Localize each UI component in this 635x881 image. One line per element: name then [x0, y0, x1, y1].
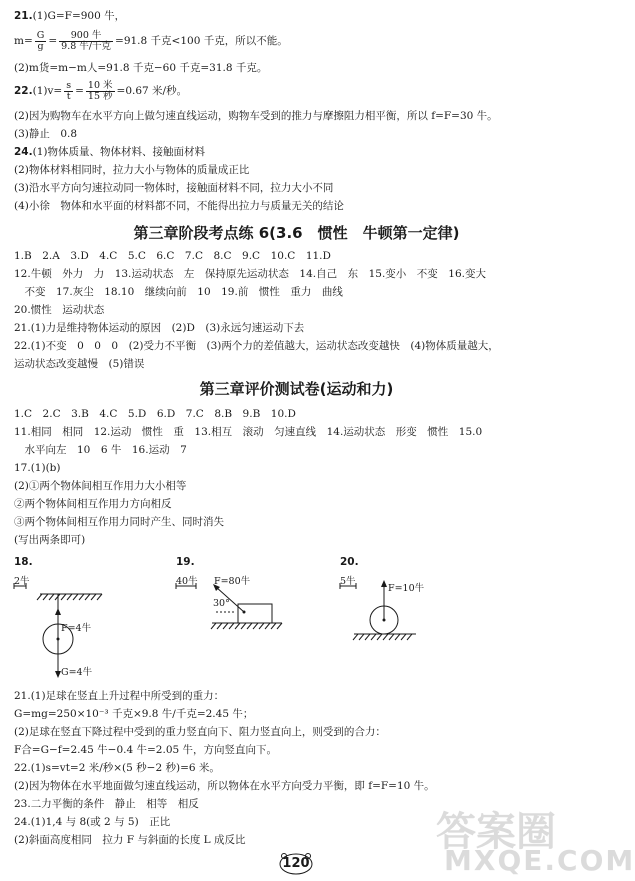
- fraction-g-over-g: $\frac{G}{g}$: [36, 29, 45, 52]
- s3-line4: 17.(1)(b): [14, 462, 61, 474]
- s2-line4: 20.惯性 运动状态: [14, 304, 105, 316]
- figure-20-scale: 5牛: [340, 576, 356, 587]
- s3-line8: (写出两条即可): [14, 534, 86, 546]
- s3-line3: 水平向左 10 6 牛 16.运动 7: [14, 444, 187, 456]
- figure-18-number: 18.: [14, 556, 33, 568]
- q22-part2: (2)因为购物车在水平方向上做匀速直线运动，购物车受到的推力与摩擦阻力相平衡，所以 f=F=30 牛。: [14, 110, 498, 122]
- figure-19-number: 19.: [176, 556, 195, 568]
- s4-line3: (2)足球在竖直下降过程中受到的重力竖直向下、阻力竖直向上，则受到的合力：: [14, 726, 386, 738]
- s2-line5: 21.(1)力是维持物体运动的原因 (2)D (3)永远匀速运动下去: [14, 322, 305, 334]
- s4-line5: 22.(1)s=vt=2 米/秒×(5 秒−2 秒)=6 米。: [14, 762, 220, 774]
- s4-line4: F合=G−f=2.45 牛−0.4 牛=2.05 牛，方向竖直向下。: [14, 744, 278, 756]
- s4-line7: 23.二力平衡的条件 静止 相等 相反: [14, 798, 199, 810]
- s4-line2: G=mg=250×10⁻³ 千克×9.8 牛/千克=2.45 牛；: [14, 708, 254, 720]
- s4-line9: (2)斜面高度相同 拉力 F 与斜面的长度 L 成反比: [14, 834, 246, 846]
- s3-line5: (2)①两个物体间相互作用力大小相等: [14, 480, 187, 492]
- figure-19-force: F=80牛: [214, 576, 251, 587]
- figure-20-number: 20.: [340, 556, 359, 568]
- q24-part3: (3)沿水平方向匀速拉动同一物体时，接触面材料不同，拉力大小不同: [14, 182, 334, 194]
- fraction-900-over-98: $\frac{\text{900 牛}}{\text{9.8 牛/千克}}$: [61, 29, 112, 52]
- section-heading-test: 第三章评价测试卷(运动和力): [199, 380, 394, 398]
- s2-line2: 12.牛顿 外力 力 13.运动状态 左 保持原先运动状态 14.自己 东 15.变小 不变 16.变大: [14, 268, 486, 280]
- fraction-s-over-t: $\frac{s}{t}$: [66, 79, 72, 102]
- s2-line1: 1.B 2.A 3.D 4.C 5.C 6.C 7.C 8.C 9.C 10.C 11.D: [14, 250, 331, 262]
- q21-part2: (2)m货=m−m人=91.8 千克−60 千克=31.8 千克。: [14, 62, 268, 74]
- q21-part1: 21.(1)G=F=900 牛，: [14, 10, 126, 22]
- figure-19-angle: 30°: [213, 598, 230, 609]
- section-heading-inertia: 第三章阶段考点练 6(3.6 惯性 牛顿第一定律): [133, 224, 460, 242]
- figure-20: [340, 556, 450, 642]
- s4-line8: 24.(1)1,4 与 8(或 2 与 5) 正比: [14, 816, 171, 828]
- page-number: 120: [278, 852, 314, 876]
- watermark-line1: 答案圈: [436, 809, 556, 855]
- figure-18: [14, 556, 144, 686]
- s4-line1: 21.(1)足球在竖直上升过程中所受到的重力：: [14, 690, 225, 702]
- s3-line2: 11.相同 相同 12.运动 惯性 重 13.相互 滚动 匀速直线 14.运动状态 形变 惯性 15.0: [14, 426, 483, 438]
- watermark-line2: MXQE.COM: [444, 844, 635, 877]
- s3-line1: 1.C 2.C 3.B 4.C 5.D 6.D 7.C 8.B 9.B 10.D: [14, 408, 296, 420]
- q24-part1: 24.(1)物体质量、物体材料、接触面材料: [14, 146, 205, 158]
- s2-line6: 22.(1)不变 0 0 0 (2)受力不平衡 (3)两个力的差值越大，运动状态改变越快 (4)物体质量越大，: [14, 340, 499, 352]
- q24-part4: (4)小徐 物体和水平面的材料都不同，不能得出拉力与质量无关的结论: [14, 200, 344, 212]
- figure-18-force-up: F=4牛: [61, 623, 92, 634]
- figure-19-scale: 40牛: [176, 576, 198, 587]
- q21-mass-formula: m= $\frac{G}{g}$ = $\frac{\text{900 牛}}{\text{9.8 牛/千克}}$ =91.8 千克<100 千克，所以不能。: [14, 29, 288, 52]
- figure-20-force: F=10牛: [388, 583, 425, 594]
- s3-line7: ③两个物体间相互作用力同时产生、同时消失: [14, 516, 224, 528]
- s4-line6: (2)因为物体在水平地面做匀速直线运动，所以物体在水平方向受力平衡，即 f=F=10 牛。: [14, 780, 435, 792]
- figure-18-scale: 2牛: [14, 576, 30, 587]
- q22-velocity-formula: 22.(1)v= $\frac{s}{t}$ = $\frac{\text{10 米}}{\text{15 秒}}$ =0.67 米/秒。: [14, 79, 188, 102]
- s2-line7: 运动状态改变越慢 (5)错误: [14, 358, 145, 370]
- fraction-10-over-15: $\frac{\text{10 米}}{\text{15 秒}}$: [87, 79, 113, 102]
- watermark: [430, 800, 635, 878]
- q24-part2: (2)物体材料相同时，拉力大小与物体的质量成正比: [14, 164, 250, 176]
- s3-line6: ②两个物体间相互作用力方向相反: [14, 498, 172, 510]
- figure-18-force-down: G=4牛: [61, 667, 93, 678]
- s2-line3: 不变 17.灰尘 18.10 继续向前 10 19.前 惯性 重力 曲线: [14, 286, 343, 298]
- figure-19: [176, 556, 296, 632]
- q23-answer: (3)静止 0.8: [14, 128, 78, 140]
